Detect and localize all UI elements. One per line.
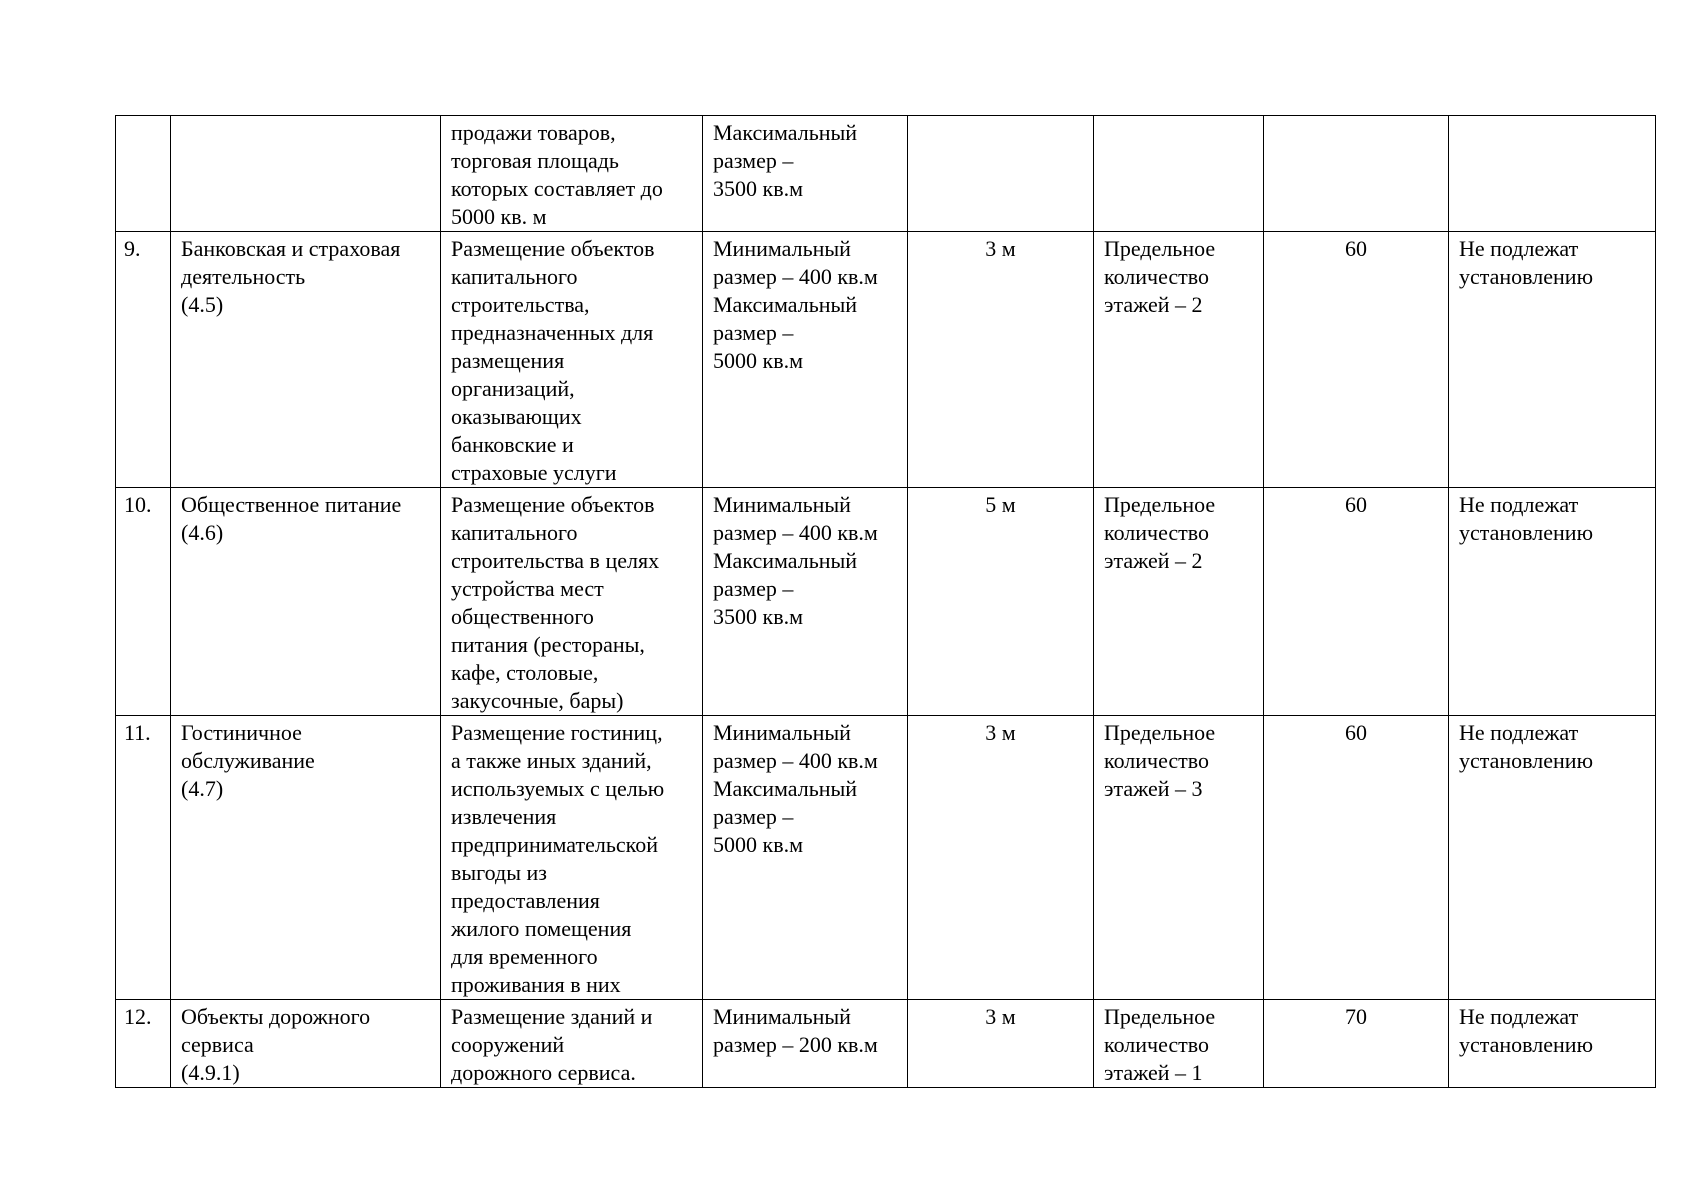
cell-restrictions [1449,1000,1656,1088]
land-use-description-line: закусочные, бары) [451,688,624,713]
land-use-type-line: (4.9.1) [181,1060,240,1085]
land-use-type-line: сервиса [181,1032,254,1057]
min-setback-line: 3 м [985,1004,1016,1029]
cell-plot-size-limits [703,116,908,232]
floor-limit-line: количество [1104,748,1210,773]
plot-size-limits-line: размер – [713,320,794,345]
cell-land-use-description [441,232,703,488]
land-use-description-line: оказывающих [451,404,582,429]
row-number-line: 9. [124,236,141,261]
row-number-line: 10. [124,492,152,517]
land-use-description-line: выгоды из [451,860,547,885]
max-coverage-percent-line: 60 [1345,236,1367,261]
land-use-description-line: дорожного сервиса. [451,1060,636,1085]
cell-min-setback [908,716,1094,1000]
land-use-description-line: кафе, столовые, [451,660,599,685]
land-use-description-line: сооружений [451,1032,565,1057]
land-use-description-line: Размещение гостиниц, [451,720,663,745]
land-use-description-line: организаций, [451,376,575,401]
restrictions-line: Не подлежат [1459,492,1579,517]
plot-size-limits-line: Минимальный [713,492,851,517]
plot-size-limits-line: Максимальный [713,120,858,145]
cell-floor-limit [1094,716,1264,1000]
cell-floor-limit [1094,232,1264,488]
land-use-description-line: Размещение зданий и [451,1004,653,1029]
land-use-description-line: жилого помещения [451,916,632,941]
land-use-description-line: продажи товаров, [451,120,616,145]
land-use-type-line: деятельность [181,264,306,289]
cell-max-coverage-percent [1264,116,1449,232]
min-setback-line: 5 м [985,492,1016,517]
cell-plot-size-limits [703,716,908,1000]
cell-row-number [116,232,171,488]
land-use-description-line: строительства, [451,292,590,317]
cell-land-use-description [441,116,703,232]
max-coverage-percent-line: 70 [1345,1004,1367,1029]
table-row [116,488,1656,716]
land-use-description-line: капитального [451,264,578,289]
cell-max-coverage-percent [1264,488,1449,716]
cell-row-number [116,716,171,1000]
floor-limit-line: этажей – 1 [1104,1060,1203,1085]
land-use-description-line: извлечения [451,804,557,829]
land-use-description-line: устройства мест [451,576,604,601]
land-use-description-line: строительства в целях [451,548,660,573]
table-row [116,1000,1656,1088]
max-coverage-percent-line: 60 [1345,492,1367,517]
land-use-description-line: проживания в них [451,972,621,997]
floor-limit-line: Предельное [1104,720,1216,745]
floor-limit-line: Предельное [1104,1004,1216,1029]
cell-row-number [116,1000,171,1088]
cell-land-use-description [441,488,703,716]
cell-land-use-description [441,1000,703,1088]
land-use-type-line: обслуживание [181,748,315,773]
land-use-type-line: Объекты дорожного [181,1004,371,1029]
land-use-type-line: Гостиничное [181,720,302,745]
plot-size-limits-line: размер – 400 кв.м [713,520,878,545]
land-use-description-line: предназначенных для [451,320,654,345]
cell-floor-limit [1094,1000,1264,1088]
plot-size-limits-line: Максимальный [713,548,858,573]
land-use-description-line: используемых с целью [451,776,665,801]
cell-max-coverage-percent [1264,1000,1449,1088]
restrictions-line: установлению [1459,748,1594,773]
land-use-description-line: которых составляет до [451,176,663,201]
cell-plot-size-limits [703,488,908,716]
cell-row-number [116,488,171,716]
cell-land-use-description [441,716,703,1000]
restrictions-line: Не подлежат [1459,236,1579,261]
table-row [116,232,1656,488]
cell-restrictions [1449,488,1656,716]
plot-size-limits-line: Минимальный [713,236,851,261]
restrictions-line: установлению [1459,264,1594,289]
plot-size-limits-line: Максимальный [713,776,858,801]
land-use-type-line: Общественное питание [181,492,402,517]
plot-size-limits-line: размер – [713,148,794,173]
plot-size-limits-line: размер – 400 кв.м [713,748,878,773]
plot-size-limits-line: 3500 кв.м [713,176,803,201]
restrictions-line: установлению [1459,1032,1594,1057]
max-coverage-percent-line: 60 [1345,720,1367,745]
land-use-type-line: (4.6) [181,520,224,545]
land-use-description-line: общественного [451,604,594,629]
land-use-description-line: размещения [451,348,565,373]
floor-limit-line: количество [1104,264,1210,289]
land-use-type-line: (4.5) [181,292,224,317]
row-number-line: 11. [124,720,151,745]
land-use-description-line: торговая площадь [451,148,619,173]
cell-restrictions [1449,716,1656,1000]
cell-max-coverage-percent [1264,716,1449,1000]
restrictions-line: Не подлежат [1459,1004,1579,1029]
cell-min-setback [908,488,1094,716]
cell-min-setback [908,116,1094,232]
plot-size-limits-line: 3500 кв.м [713,604,803,629]
plot-size-limits-line: размер – 400 кв.м [713,264,878,289]
floor-limit-line: Предельное [1104,236,1216,261]
zoning-table [115,115,1656,1088]
plot-size-limits-line: размер – 200 кв.м [713,1032,878,1057]
land-use-description-line: 5000 кв. м [451,204,547,229]
cell-max-coverage-percent [1264,232,1449,488]
cell-row-number [116,116,171,232]
table-row [116,116,1656,232]
cell-land-use-type [171,488,441,716]
floor-limit-line: количество [1104,520,1210,545]
cell-restrictions [1449,232,1656,488]
floor-limit-line: количество [1104,1032,1210,1057]
cell-land-use-type [171,116,441,232]
min-setback-line: 3 м [985,236,1016,261]
cell-land-use-type [171,232,441,488]
plot-size-limits-line: Минимальный [713,720,851,745]
land-use-description-line: предпринимательской [451,832,659,857]
land-use-description-line: страховые услуги [451,460,617,485]
cell-land-use-type [171,1000,441,1088]
land-use-description-line: капитального [451,520,578,545]
table-row [116,716,1656,1000]
restrictions-line: установлению [1459,520,1594,545]
plot-size-limits-line: Минимальный [713,1004,851,1029]
floor-limit-line: этажей – 2 [1104,292,1203,317]
land-use-type-line: (4.7) [181,776,224,801]
plot-size-limits-line: размер – [713,804,794,829]
restrictions-line: Не подлежат [1459,720,1579,745]
row-number-line: 12. [124,1004,152,1029]
plot-size-limits-line: 5000 кв.м [713,832,803,857]
floor-limit-line: Предельное [1104,492,1216,517]
land-use-description-line: а также иных зданий, [451,748,652,773]
land-use-description-line: Размещение объектов [451,492,655,517]
cell-floor-limit [1094,116,1264,232]
land-use-description-line: предоставления [451,888,600,913]
plot-size-limits-line: размер – [713,576,794,601]
cell-restrictions [1449,116,1656,232]
cell-min-setback [908,1000,1094,1088]
land-use-type-line: Банковская и страховая [181,236,401,261]
plot-size-limits-line: Максимальный [713,292,858,317]
table-body [116,116,1656,1088]
cell-land-use-type [171,716,441,1000]
plot-size-limits-line: 5000 кв.м [713,348,803,373]
floor-limit-line: этажей – 2 [1104,548,1203,573]
cell-min-setback [908,232,1094,488]
floor-limit-line: этажей – 3 [1104,776,1203,801]
min-setback-line: 3 м [985,720,1016,745]
land-use-description-line: питания (рестораны, [451,632,645,657]
land-use-description-line: банковские и [451,432,574,457]
cell-floor-limit [1094,488,1264,716]
land-use-description-line: Размещение объектов [451,236,655,261]
cell-plot-size-limits [703,1000,908,1088]
cell-plot-size-limits [703,232,908,488]
land-use-description-line: для временного [451,944,598,969]
